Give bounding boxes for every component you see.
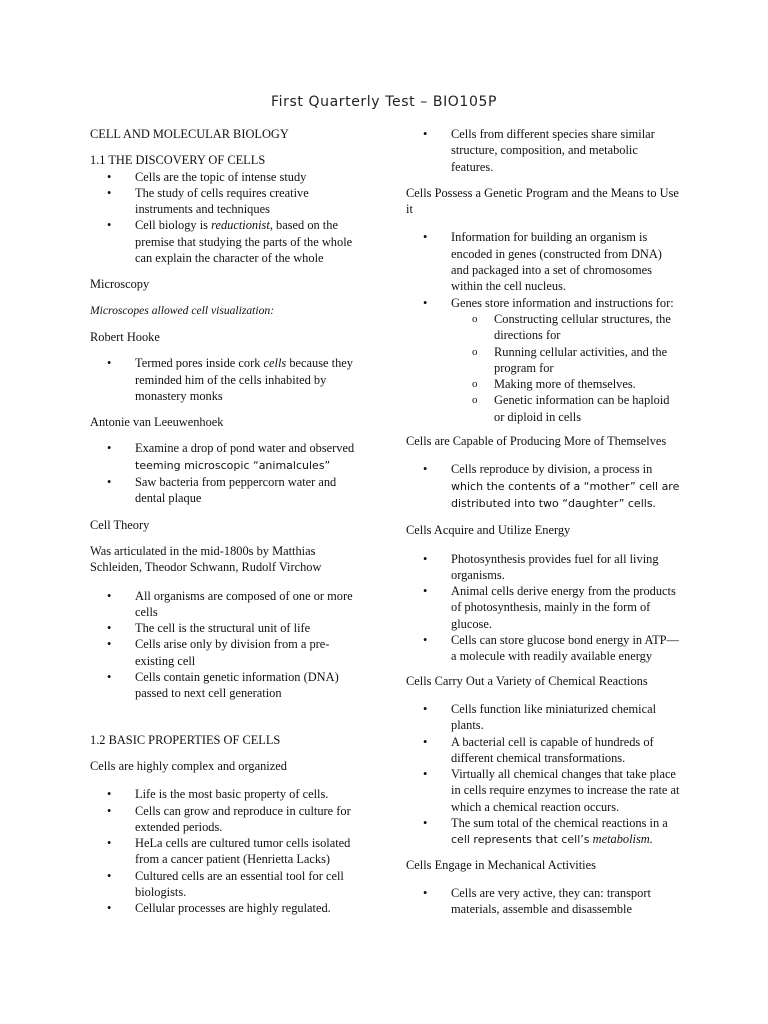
list-item: • The cell is the structural unit of life [90,620,368,636]
subheading-complex: Cells are highly complex and organized [90,758,287,773]
sub-list-item: o Making more of themselves. [451,376,680,392]
subheading-mechanical: Cells Engage in Mechanical Activities [406,857,596,872]
list-item: • Examine a drop of pond water and observed teeming microscopic “animalcules” [90,440,368,474]
bullet-list [406,126,680,175]
list-item: • Cell biology is reductionist, based on the premise that studying the parts of the whole can explain the character of the whole [90,217,368,266]
subheading-chemical: Cells Carry Out a Variety of Chemical Reactions [406,673,648,688]
list-item: • Genes store information and instructions for: o Constructing cellular structures, the directions for o Running cellular activities, and the program for o Making more of themselves. o Genetic information can be haploid or diploid in cells [406,295,680,425]
list-item: • Cells are the topic of intense study [90,169,368,185]
section-1-2-heading: 1.2 BASIC PROPERTIES OF CELLS [90,732,281,747]
list-item: • Virtually all chemical changes that take place in cells require enzymes to increase the rate at which a chemical reaction occurs. [406,766,680,815]
section-1-1-heading: 1.1 THE DISCOVERY OF CELLS [90,153,266,168]
sub-list-item: o Running cellular activities, and the program for [451,344,680,377]
list-item: • Cells are very active, they can: transport materials, assemble and disassemble [406,885,680,918]
list-item: • Cultured cells are an essential tool for cell biologists. [90,868,368,901]
subheading-hooke: Robert Hooke [90,329,160,344]
list-item: • The sum total of the chemical reactions in a cell represents that cell’s metabolism. [406,815,680,849]
list-item: • Information for building an organism is encoded in genes (constructed from DNA) and packaged into a set of chromosomes within the cell nucleus. [406,229,680,294]
bullet-list [90,588,368,702]
subheading-cell-theory: Cell Theory [90,517,150,532]
subheading-energy: Cells Acquire and Utilize Energy [406,523,571,538]
list-item: • Cellular processes are highly regulated. [90,900,368,916]
emphasis: metabolism. [592,832,653,847]
left-column [90,126,368,917]
emphasis: reductionist [211,218,270,233]
bullet-list [406,701,680,849]
bullet-list [90,440,368,506]
list-item: • Cells can grow and reproduce in culture for extended periods. [90,803,368,836]
page-title: First Quarterly Test – BIO105P [270,94,497,110]
list-item: • Cells arise only by division from a pre-existing cell [90,636,368,669]
right-column [406,126,680,917]
bullet-list [90,355,368,404]
bullet-list [406,229,680,425]
list-item: • Cells from different species share similar structure, composition, and metabolic features. [406,126,680,175]
subheading-genetic: Cells Possess a Genetic Program and the Means to Use it [406,185,679,217]
sub-list [451,311,680,425]
list-item: • Termed pores inside cork cells because they reminded him of the cells inhabited by monastery monks [90,355,368,404]
subheading-produce: Cells are Capable of Producing More of Themselves [406,434,667,449]
bullet-list [90,786,368,916]
list-item: • All organisms are composed of one or more cells [90,588,368,621]
list-item: • A bacterial cell is capable of hundreds of different chemical transformations. [406,734,680,767]
list-item: • HeLa cells are cultured tumor cells isolated from a cancer patient (Henrietta Lacks) [90,835,368,868]
bullet-list [90,169,368,267]
bullet-list [406,551,680,665]
paragraph: Was articulated in the mid-1800s by Matthias Schleiden, Theodor Schwann, Rudolf Virchow [90,543,322,575]
bullet-list [406,885,680,918]
subheading-microscopy: Microscopy [90,277,150,292]
section-heading: CELL AND MOLECULAR BIOLOGY [90,127,289,141]
bullet-list [406,461,680,512]
list-item: • Cells reproduce by division, a process in which the contents of a “mother” cell are distributed into two “daughter” cells. [406,461,680,512]
list-item: • Cells contain genetic information (DNA) passed to next cell generation [90,669,368,702]
list-item: • The study of cells requires creative instruments and techniques [90,185,368,218]
list-item: • Cells can store glucose bond energy in ATP—a molecule with readily available energy [406,632,680,665]
emphasis: cells [263,356,287,371]
list-item: • Photosynthesis provides fuel for all living organisms. [406,551,680,584]
list-item: • Saw bacteria from peppercorn water and dental plaque [90,474,368,507]
list-item: • Cells function like miniaturized chemical plants. [406,701,680,734]
sub-list-item: o Genetic information can be haploid or diploid in cells [451,392,680,425]
sub-list-item: o Constructing cellular structures, the directions for [451,311,680,344]
list-item: • Animal cells derive energy from the products of photosynthesis, mainly in the form of glucose. [406,583,680,632]
list-item: • Life is the most basic property of cells. [90,786,368,802]
italic-caption: Microscopes allowed cell visualization: [90,303,275,317]
subheading-leeuwenhoek: Antonie van Leeuwenhoek [90,415,224,430]
